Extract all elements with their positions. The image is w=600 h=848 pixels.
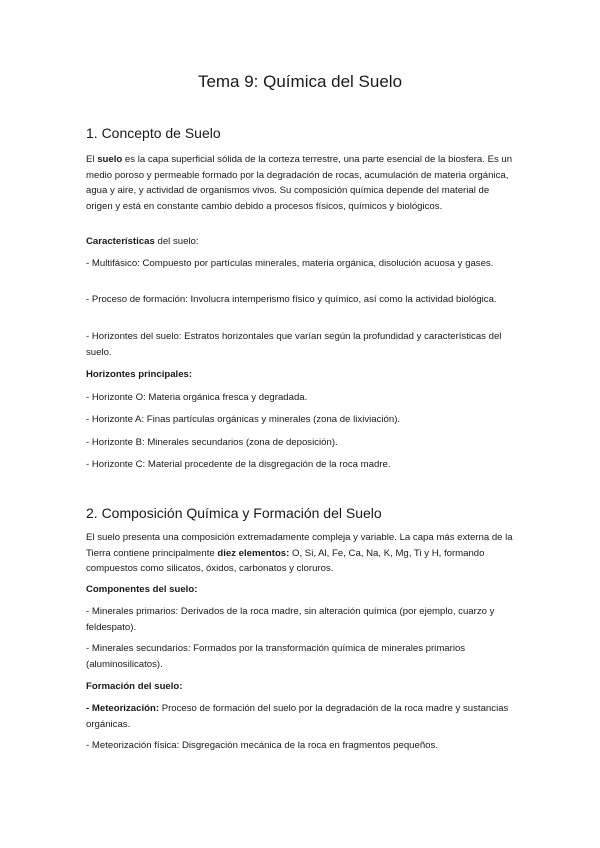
intro-text: El suelo presenta una composición extremadamente compleja y variable. La capa más externa de la Tierra contiene principalmente [86, 532, 513, 559]
weathering-item [86, 701, 518, 732]
intro-text: es la capa superficial sólida de la corteza terrestre, una parte esencial de la biosfera. Es un medio poroso y permeable formado por la degradación de rocas, acumulación de materia orgánica, agua y aire, y actividad de organismos vivos. Su composición química depende del material de origen y está en constante cambio debido a procesos físicos, químicos y biológicos. [86, 154, 513, 212]
characteristic-item: - Horizontes del suelo: Estratos horizontales que varían según la profundidad y características del suelo. [86, 331, 502, 358]
characteristics-label [86, 234, 518, 250]
document-title: Tema 9: Química del Suelo [197, 72, 403, 91]
weathering-rest: Proceso de formación del suelo por la degradación de la roca madre y sustancias orgánicas. [86, 703, 509, 730]
section-1-heading: 1. Concepto de Suelo [86, 125, 221, 141]
horizon-item: - Horizonte B: Minerales secundarios (zona de deposición). [86, 437, 338, 448]
characteristic-item: - Multifásico: Compuesto por partículas minerales, materia orgánica, disolución acuosa y gases. [86, 258, 494, 269]
horizon-item: - Horizonte A: Finas partículas orgánicas y minerales (zona de lixiviación). [86, 414, 401, 425]
component-item: - Minerales primarios: Derivados de la roca madre, sin alteración química (por ejemplo, cuarzo y feldespato). [86, 606, 495, 633]
characteristic-item: - Proceso de formación: Involucra intemperismo físico y químico, así como la actividad biológica. [86, 294, 497, 305]
intro-bold-term: diez elementos: [217, 547, 290, 559]
intro-text: El [86, 154, 98, 165]
horizons-bold: Horizontes principales: [86, 369, 193, 380]
horizon-item: - Horizonte O: Materia orgánica fresca y degradada. [86, 392, 308, 403]
characteristics-rest: del suelo: [154, 236, 199, 247]
components-bold: Componentes del suelo: [86, 584, 198, 595]
formation-label [86, 679, 518, 695]
section-2-intro [86, 530, 518, 577]
horizons-label [86, 367, 518, 383]
weathering-bold: - Meteorización: [86, 703, 160, 714]
section-1-intro [86, 152, 518, 214]
intro-text: O, Si, Al, Fe, Ca, Na, K, Mg, Ti y H, formando compuestos como silicatos, óxidos, carbonatos y cloruros. [86, 547, 485, 574]
section-2-heading: 2. Composición Química y Formación del Suelo [86, 505, 382, 521]
component-item: - Minerales secundarios: Formados por la transformación química de minerales primarios (aluminosilicatos). [86, 643, 466, 670]
formation-bold: Formación del suelo: [86, 681, 183, 692]
physical-weathering-item: - Meteorización física: Disgregación mecánica de la roca en fragmentos pequeños. [86, 740, 438, 751]
intro-bold-term: suelo [97, 154, 123, 165]
characteristics-bold: Características [86, 236, 155, 247]
components-label [86, 582, 518, 598]
horizon-item: - Horizonte C: Material procedente de la disgregación de la roca madre. [86, 459, 391, 470]
